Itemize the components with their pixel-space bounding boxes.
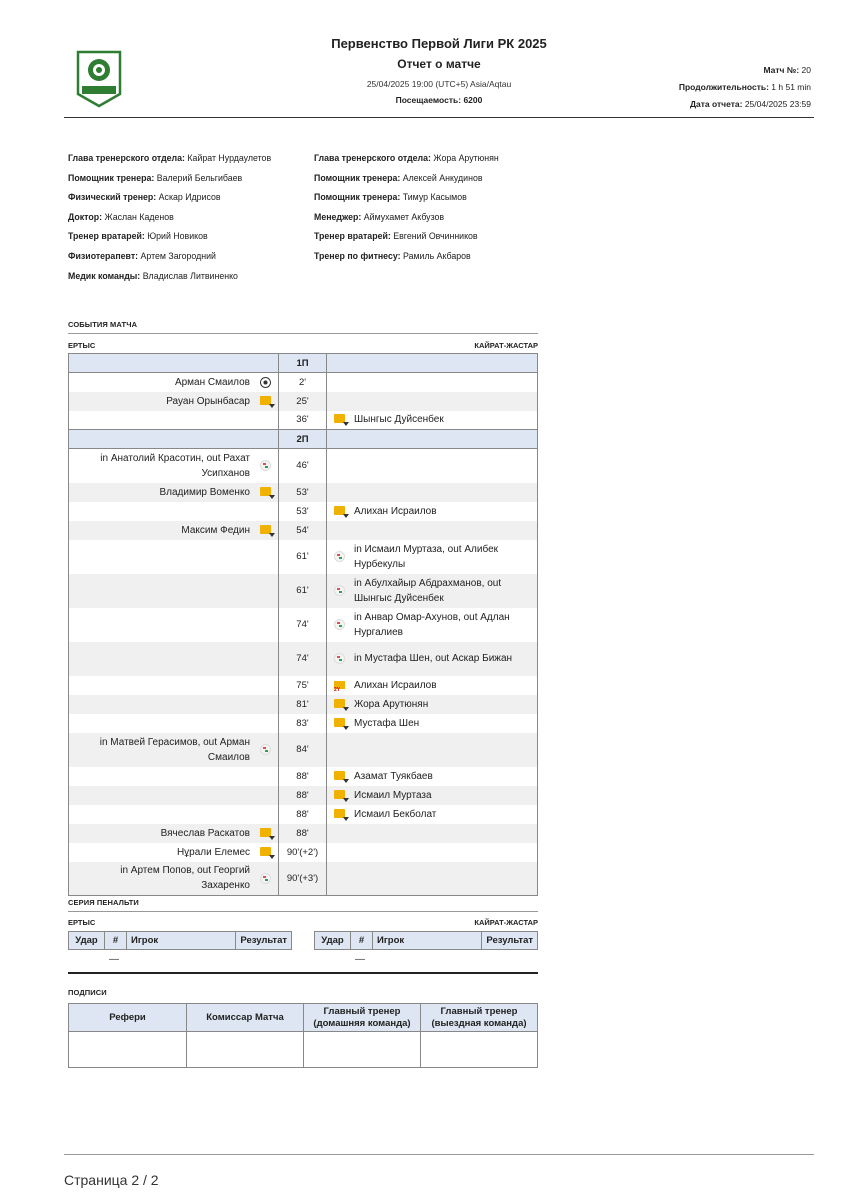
event-minute: 53' [279,502,327,521]
match-events-table [68,353,538,896]
staff-role: Доктор: [68,211,103,222]
event-row [69,392,538,411]
away-event-cell [327,540,538,574]
goal-icon [260,377,271,388]
staff-name: Рамиль Акбаров [403,250,471,261]
away-staff-line [314,152,499,172]
match-datetime: 25/04/2025 19:00 (UTC+5) Asia/Aqtau [366,79,512,89]
event-row [69,695,538,714]
away-event-player: Мустафа Шен [354,717,420,729]
divider [68,333,538,334]
home-event-cell [69,714,279,733]
event-minute: 46' [279,449,327,483]
staff-role: Глава тренерского отдела: [314,153,431,163]
event-minute: 61' [279,540,327,574]
away-event-cell [327,449,538,483]
event-minute: 75' [279,676,327,695]
home-event-player: Владимир Воменко [159,486,250,498]
away-event-player: Шынгыс Дуйсенбек [354,414,444,426]
pen-home-team-label: ЕРТЫС [68,918,96,927]
away-event-cell [327,786,538,805]
home-event-cell [69,824,279,843]
col-header: # [105,932,127,950]
home-event-cell [69,483,279,502]
away-event-player: Исмаил Муртаза [354,789,432,801]
yellow-card-icon [334,699,345,708]
staff-role: Медик команды: [68,270,141,281]
staff-role: Физиотерапевт: [68,250,139,261]
event-row [69,824,538,843]
home-staff [68,152,271,289]
signature-cell [69,1032,187,1068]
away-event-cell [327,695,538,714]
col-header: Удар [69,932,105,950]
divider [68,911,538,912]
yellow-card-icon [260,828,271,837]
home-event-player: in Артем Попов, out Георгий Захаренко [120,865,250,892]
event-minute: 2' [279,373,327,392]
home-event-cell [69,767,279,786]
yellow-card-icon [334,790,345,799]
away-event-cell [327,824,538,843]
home-event-cell [69,540,279,574]
event-row [69,714,538,733]
event-row [69,449,538,483]
penalties-section-title: СЕРИЯ ПЕНАЛЬТИ [68,898,139,907]
events-section-title: СОБЫТИЯ МАТЧА [68,320,138,329]
home-event-cell [69,502,279,521]
substitution-icon [260,744,271,755]
yellow-card-icon [334,718,345,727]
substitution-icon [260,460,271,471]
event-row [69,843,538,862]
col-header: Игрок [373,932,482,950]
period-header-row [69,354,538,373]
away-event-player: Исмаил Бекболат [354,808,437,820]
col-header: Игрок [127,932,236,950]
match-duration: Продолжительность: 1 h 51 min [678,82,811,92]
yellow-card-icon [334,771,345,780]
staff-role: Тренер вратарей: [68,231,145,242]
away-event-cell [327,767,538,786]
event-row [69,642,538,676]
staff-role: Тренер по фитнесу: [314,250,401,261]
staff-role: Тренер вратарей: [314,231,391,242]
home-event-cell [69,642,279,676]
away-penalties-table [314,931,538,950]
period-header-row [69,430,538,449]
event-minute: 81' [279,695,327,714]
staff-role: Помощник тренера: [68,172,155,183]
event-minute: 90'(+3') [279,862,327,896]
home-penalties-table [68,931,292,950]
away-staff-line [314,250,499,270]
away-event-player: Азамат Туякбаев [354,770,433,782]
event-row [69,608,538,642]
home-staff-line [68,230,271,250]
event-row [69,483,538,502]
home-penalties-empty: — [109,954,119,965]
event-row [69,767,538,786]
home-event-cell [69,411,279,430]
championship-title: Первенство Первой Лиги РК 2025 [331,36,547,51]
staff-name: Евгений Овчинников [393,231,478,242]
home-event-cell [69,676,279,695]
away-team-label: КАЙРАТ-ЖАСТАР [474,341,538,350]
away-event-cell [327,805,538,824]
staff-name: Тимур Касымов [402,192,467,203]
away-event-cell [327,483,538,502]
signature-header-commissioner: Комиссар Матча [187,1004,304,1032]
away-penalties-empty: — [355,954,365,965]
signatures-table [68,1003,538,1068]
home-event-cell [69,608,279,642]
away-event-player: Жора Арутюнян [354,698,429,710]
home-event-cell [69,843,279,862]
away-event-cell [327,521,538,540]
event-row [69,574,538,608]
home-staff-line [68,172,271,192]
away-event-cell [327,714,538,733]
signature-header-referee: Рефери [69,1004,187,1032]
staff-name: Жора Арутюнян [433,153,499,163]
col-header: Результат [236,932,292,950]
away-event-player: in Абулхайыр Абдрахманов, out Шынгыс Дуйсенбек [354,577,502,604]
period-label: 1П [279,354,327,373]
event-row [69,733,538,767]
home-event-player: Рауан Орынбасар [166,395,250,407]
staff-name: Валерий Бельгибаев [156,172,243,183]
staff-name: Кайрат Нурдаулетов [187,153,272,163]
match-meta [679,62,811,113]
away-event-cell [327,642,538,676]
substitution-icon [334,551,345,562]
event-minute: 84' [279,733,327,767]
staff-name: Жаслан Каденов [104,211,174,222]
event-row [69,540,538,574]
event-minute: 74' [279,608,327,642]
signatures-section-title: ПОДПИСИ [68,988,107,997]
away-event-cell [327,676,538,695]
home-team-label: ЕРТЫС [68,341,96,350]
home-event-player: in Матвей Герасимов, out Арман Смаилов [99,736,250,763]
event-minute: 25' [279,392,327,411]
event-minute: 54' [279,521,327,540]
attendance: Посещаемость: 6200 [395,95,483,105]
staff-name: Владислав Литвиненко [142,270,238,281]
period-label: 2П [279,430,327,449]
event-minute: 88' [279,805,327,824]
pen-away-team-label: КАЙРАТ-ЖАСТАР [474,918,538,927]
yellow-card-icon [260,396,271,405]
event-minute: 61' [279,574,327,608]
away-staff-line [314,172,499,192]
col-header: Результат [482,932,538,950]
away-event-player: in Анвар Омар-Ахунов, out Адлан Нургалиев [354,611,510,638]
home-event-player: Вячеслав Раскатов [160,827,250,839]
event-row [69,411,538,430]
event-minute: 88' [279,824,327,843]
event-row [69,502,538,521]
staff-role: Помощник тренера: [314,172,401,183]
yellow-card-icon [334,809,345,818]
staff-name: Аймухамет Акбузов [363,211,445,222]
away-event-cell [327,392,538,411]
event-row [69,676,538,695]
away-event-cell [327,862,538,896]
event-minute: 83' [279,714,327,733]
home-event-cell [69,786,279,805]
home-event-player: Максим Федин [181,524,250,536]
event-row [69,373,538,392]
away-event-cell [327,502,538,521]
yellow-card-icon [334,506,345,515]
page-number: Страница 2 / 2 [64,1172,159,1188]
report-title: Отчет о матче [397,57,481,71]
home-staff-line [68,152,271,172]
yellow-card-icon [334,414,345,423]
event-minute: 36' [279,411,327,430]
second-yellow-card-icon [334,681,345,689]
event-row [69,521,538,540]
away-staff-line [314,211,499,231]
home-event-cell [69,392,279,411]
staff-name: Юрий Новиков [147,231,208,242]
staff-role: Менеджер: [314,211,362,222]
home-staff-line [68,270,271,290]
away-event-player: in Исмаил Муртаза, out Алибек Нурбекулы [354,543,498,570]
home-event-cell [69,521,279,540]
footer-divider [64,1154,814,1155]
staff-role: Помощник тренера: [314,192,401,203]
event-minute: 88' [279,767,327,786]
col-header: Удар [315,932,351,950]
yellow-card-icon [260,847,271,856]
home-event-player: Нұрали Елемес [176,846,250,858]
staff-role: Физический тренер: [68,192,157,203]
away-staff-line [314,191,499,211]
away-event-cell [327,733,538,767]
away-event-player: in Мустафа Шен, out Аскар Бижан [354,653,513,664]
staff-role: Глава тренерского отдела: [68,153,185,163]
away-event-cell [327,373,538,392]
substitution-icon [260,873,271,884]
substitution-icon [334,585,345,596]
col-header: # [351,932,373,950]
report-header [64,28,814,118]
away-event-cell [327,843,538,862]
divider [68,972,538,974]
event-minute: 88' [279,786,327,805]
signature-cell [421,1032,538,1068]
signature-cell [304,1032,421,1068]
home-event-cell [69,733,279,767]
yellow-card-icon [260,487,271,496]
report-date: Дата отчета: 25/04/2025 23:59 [689,99,811,109]
away-staff [314,152,499,270]
event-minute: 90'(+2') [279,843,327,862]
home-event-cell [69,862,279,896]
signature-header-home-coach: Главный тренер (домашняя команда) [304,1004,421,1032]
signature-header-away-coach: Главный тренер (выездная команда) [421,1004,538,1032]
home-event-cell [69,449,279,483]
substitution-icon [334,619,345,630]
staff-name: Аскар Идрисов [158,192,221,203]
signature-cell [187,1032,304,1068]
away-event-player: Алихан Исраилов [354,679,437,691]
staff-name: Алексей Анкудинов [402,172,483,183]
event-minute: 53' [279,483,327,502]
home-staff-line [68,211,271,231]
home-staff-line [68,250,271,270]
home-event-player: Арман Смаилов [174,376,250,388]
away-staff-line [314,230,499,250]
staff-name: Артем Загородний [140,250,216,261]
home-event-cell [69,574,279,608]
away-event-cell [327,411,538,430]
event-row [69,786,538,805]
away-event-cell [327,574,538,608]
yellow-card-icon [260,525,271,534]
home-event-cell [69,805,279,824]
home-staff-line [68,191,271,211]
event-row [69,805,538,824]
home-event-cell [69,373,279,392]
home-event-player: in Анатолий Красотин, out Рахат Усипханов [100,452,250,479]
away-event-cell [327,608,538,642]
home-event-cell [69,695,279,714]
away-event-player: Алихан Исраилов [354,505,437,517]
match-number: Матч №: 20 [763,65,811,75]
event-row [69,862,538,896]
substitution-icon [334,653,345,664]
event-minute: 74' [279,642,327,676]
